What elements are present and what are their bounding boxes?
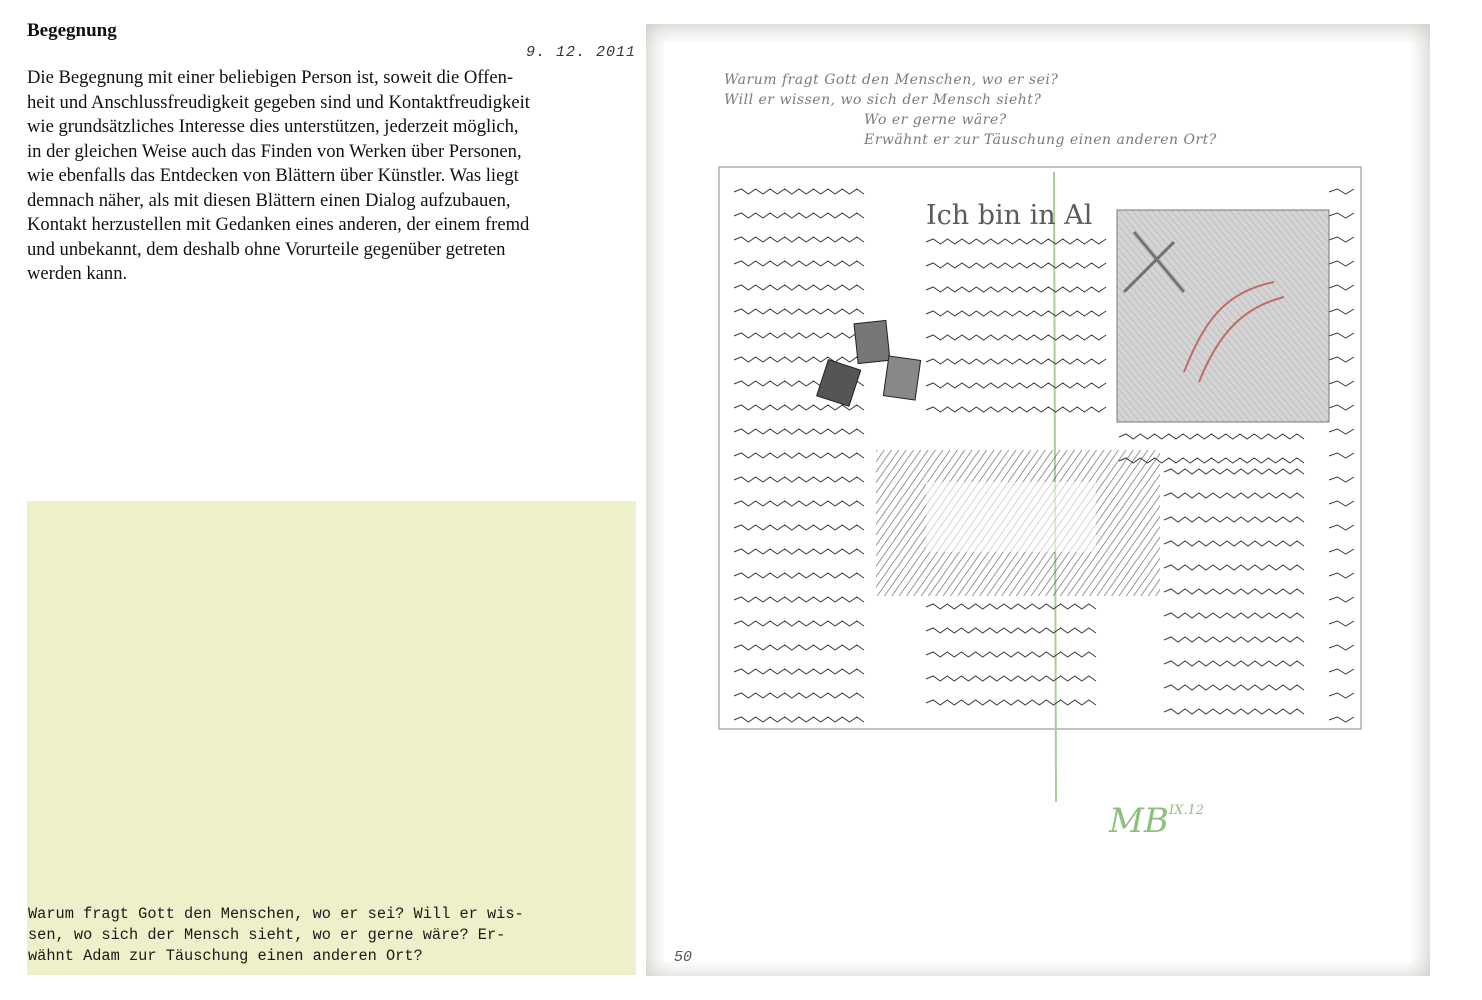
paragraph-line: werden kann. xyxy=(27,263,128,284)
paragraph-line: wie ebenfalls das Entdecken von Blättern über Künstler. Was liegt xyxy=(27,165,519,186)
scribble-line xyxy=(1164,637,1304,642)
page-number: 50 xyxy=(674,949,693,966)
scribble-line xyxy=(734,429,864,434)
text-page xyxy=(0,0,646,1000)
scribble-line xyxy=(1329,525,1354,530)
note-line: wähnt Adam zur Täuschung einen anderen Ort? xyxy=(28,947,423,965)
sketch-headline: Ich bin in Al xyxy=(926,200,1093,231)
scribble-line xyxy=(1329,189,1354,194)
scribble-line xyxy=(926,287,1106,292)
scribble-line xyxy=(734,333,864,338)
handwritten-line: Erwähnt er zur Täuschung einen anderen Ort? xyxy=(864,132,1217,148)
svg-text:IX.12: IX.12 xyxy=(1169,803,1205,818)
scribble-line xyxy=(926,652,1096,657)
scribble-line xyxy=(734,453,864,458)
scribble-line xyxy=(734,645,864,650)
scribble-line xyxy=(1329,357,1354,362)
scribble-line xyxy=(1329,717,1354,722)
scribble-line xyxy=(1329,333,1354,338)
scribble-line xyxy=(1164,541,1304,546)
scribble-line xyxy=(1329,285,1354,290)
article-title: Begegnung xyxy=(27,20,117,41)
scribble-line xyxy=(1329,429,1354,434)
stamps xyxy=(817,320,921,406)
drawing-scan xyxy=(646,24,1430,976)
scribble-line xyxy=(1329,261,1354,266)
scribble-line xyxy=(926,311,1106,316)
scribble-line xyxy=(1329,453,1354,458)
paragraph-line: demnach näher, als mit diesen Blättern einen Dialog aufzubauen, xyxy=(27,189,511,211)
scribble-line xyxy=(1329,405,1354,410)
scribble-line xyxy=(1164,517,1304,522)
scribble-line xyxy=(734,285,864,290)
scribble-line xyxy=(1329,501,1354,506)
scribble-line xyxy=(1329,381,1354,386)
scribble-line xyxy=(926,359,1106,364)
scribble-line xyxy=(734,237,864,242)
scribble-line xyxy=(1329,693,1354,698)
scribble-line xyxy=(734,717,864,722)
handwritten-line: Wo er gerne wäre? xyxy=(864,112,1007,128)
scribble-line xyxy=(1329,549,1354,554)
scribble-line xyxy=(1329,621,1354,626)
scribble-line xyxy=(926,700,1096,705)
scribble-line xyxy=(734,357,864,362)
scribble-line xyxy=(926,239,1106,244)
scribble-line xyxy=(1164,493,1304,498)
handwritten-line: Warum fragt Gott den Menschen, wo er sei? xyxy=(724,72,1059,88)
scribble-line xyxy=(734,669,864,674)
scribble-line xyxy=(734,597,864,602)
scribble-line xyxy=(926,335,1106,340)
scribble-line xyxy=(1329,573,1354,578)
paragraph-line: in der gleichen Weise auch das Finden von Werken über Personen, xyxy=(27,140,522,162)
scribble-line xyxy=(926,263,1106,268)
scribble-line xyxy=(734,309,864,314)
paragraph-line: heit und Anschlussfreudigkeit gegeben sind und Kontaktfreudigkeit xyxy=(27,91,530,113)
scribble-line xyxy=(1164,613,1304,618)
article-paragraph xyxy=(27,66,639,287)
scribble-line xyxy=(926,604,1096,609)
scribble-line xyxy=(1329,645,1354,650)
scribble-line xyxy=(1329,477,1354,482)
note-line: sen, wo sich der Mensch sieht, wo er gerne wäre? Er- xyxy=(28,926,506,944)
paragraph-line: Die Begegnung mit einer beliebigen Person ist, soweit die Offen- xyxy=(27,67,514,88)
scribble-line xyxy=(1119,434,1304,439)
scribble-line xyxy=(734,213,864,218)
note-box xyxy=(27,501,636,975)
scribble-line xyxy=(1329,309,1354,314)
note-line: Warum fragt Gott den Menschen, wo er sei? Will er wis- xyxy=(28,905,524,923)
scribble-line xyxy=(734,189,864,194)
scribble-line xyxy=(734,477,864,482)
signature xyxy=(1108,801,1204,841)
scribble-line xyxy=(734,549,864,554)
scribble-line xyxy=(734,261,864,266)
scribble-line xyxy=(734,525,864,530)
scribble-line xyxy=(734,405,864,410)
scribble-line xyxy=(1329,597,1354,602)
scribble-line xyxy=(1164,565,1304,570)
article-date: 9. 12. 2011 xyxy=(525,44,636,61)
paragraph-line: Kontakt herzustellen mit Gedanken eines anderen, der einem fremd xyxy=(27,214,530,235)
paragraph-line: wie grundsätzliches Interesse dies unterstützen, jederzeit möglich, xyxy=(27,116,519,137)
scribble-line xyxy=(926,383,1106,388)
scribble-line xyxy=(734,573,864,578)
scribble-line xyxy=(926,628,1096,633)
scribble-line xyxy=(1329,669,1354,674)
drawing-paper xyxy=(664,42,1412,962)
paragraph-line: und unbekannt, dem deshalb ohne Vorurteile gegenüber getreten xyxy=(27,238,506,260)
scribble-line xyxy=(1164,709,1304,714)
scribble-line xyxy=(926,676,1096,681)
newspaper-sketch xyxy=(664,42,1412,962)
scribble-line xyxy=(926,407,1106,412)
scribble-line xyxy=(1164,661,1304,666)
scribble-line xyxy=(1329,213,1354,218)
scribble-line xyxy=(1164,589,1304,594)
scribble-line xyxy=(734,621,864,626)
scribble-line xyxy=(734,501,864,506)
handwritten-line: Will er wissen, wo sich der Mensch sieht? xyxy=(724,92,1042,108)
svg-text:MB: MB xyxy=(1109,801,1169,841)
scribble-line xyxy=(734,693,864,698)
scribble-line xyxy=(1164,685,1304,690)
scribble-line xyxy=(1329,237,1354,242)
note-text xyxy=(28,904,634,967)
scribble-line xyxy=(1164,469,1304,474)
